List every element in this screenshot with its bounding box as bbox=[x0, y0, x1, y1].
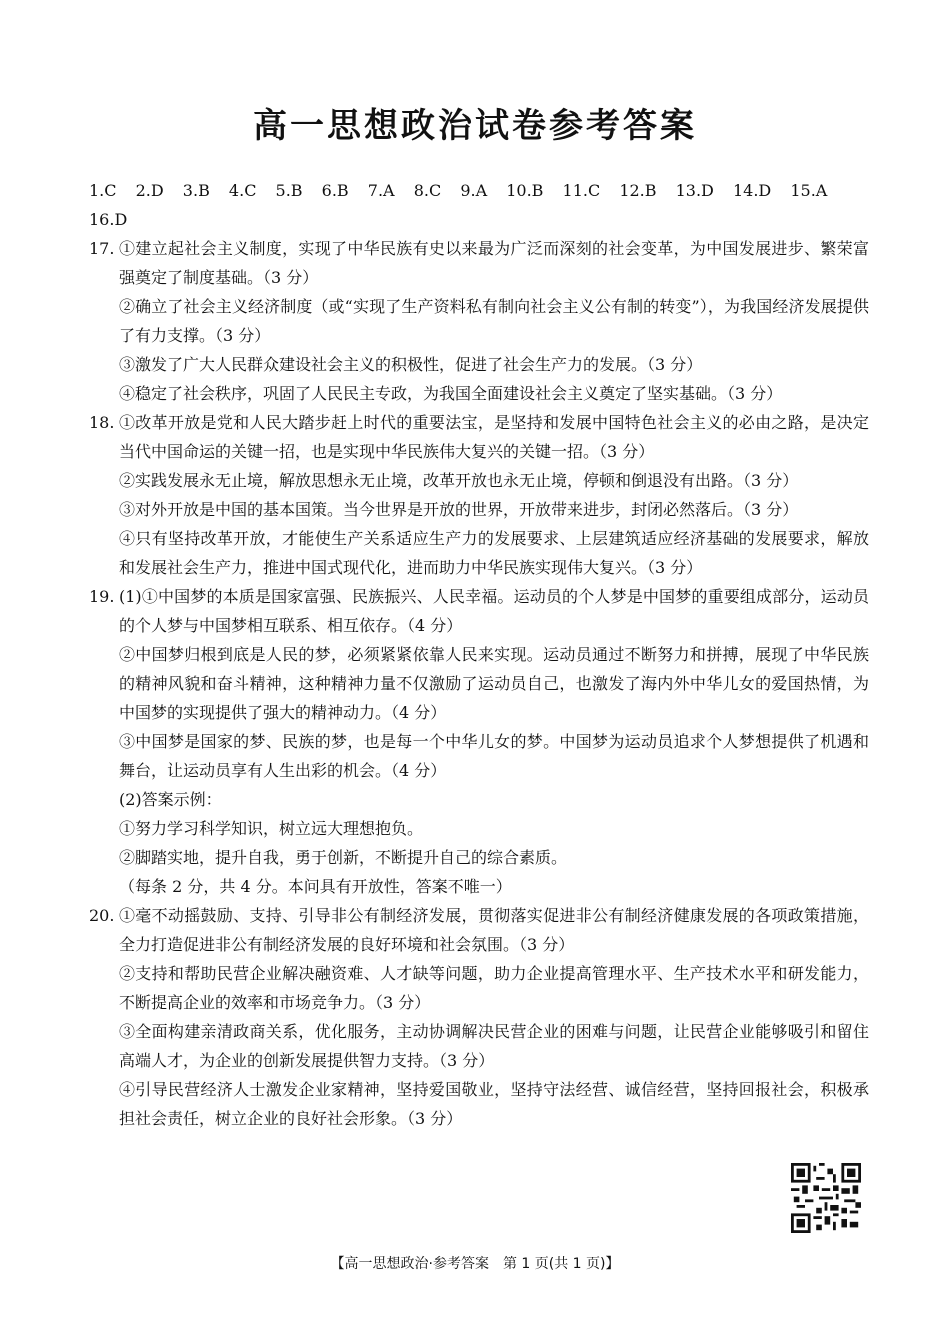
choice-answer: 2.D bbox=[135, 181, 164, 200]
qr-code-icon bbox=[791, 1163, 861, 1233]
choice-answers bbox=[89, 176, 869, 234]
answer-point: ③全面构建亲清政商关系，优化服务，主动协调解决民营企业的困难与问题，让民营企业能够吸引和留住高端人才，为企业的创新发展提供智力支持。（3 分） bbox=[119, 1022, 869, 1070]
answer-content bbox=[89, 176, 869, 1133]
answer-point: ③对外开放是中国的基本国策。当今世界是开放的世界，开放带来进步，封闭必然落后。（3 分） bbox=[119, 500, 799, 519]
question-20 bbox=[89, 901, 869, 1133]
answer-point: ③激发了广大人民群众建设社会主义的积极性，促进了社会生产力的发展。（3 分） bbox=[119, 355, 703, 374]
answer-point: ①建立起社会主义制度，实现了中华民族有史以来最为广泛而深刻的社会变革，为中国发展进步、繁荣富强奠定了制度基础。（3 分） bbox=[119, 239, 869, 287]
answer-point: ①毫不动摇鼓励、支持、引导非公有制经济发展，贯彻落实促进非公有制经济健康发展的各项政策措施，全力打造促进非公有制经济发展的良好环境和社会氛围。（3 分） bbox=[119, 906, 869, 954]
answer-point: ②中国梦归根到底是人民的梦，必须紧紧依靠人民来实现。运动员通过不断努力和拼搏，展现了中华民族的精神风貌和奋斗精神，这种精神力量不仅激励了运动员自己，也激发了海内外中华儿女的爱国热情，为中国梦的实现提供了强大的精神动力。（4 分） bbox=[119, 645, 869, 722]
choice-answer: 5.B bbox=[275, 181, 303, 200]
question-number: 20. bbox=[89, 906, 115, 925]
answer-point: ④引导民营经济人士激发企业家精神，坚持爱国敬业，坚持守法经营、诚信经营，坚持回报社会，积极承担社会责任，树立企业的良好社会形象。（3 分） bbox=[119, 1080, 869, 1128]
answer-point: ④只有坚持改革开放，才能使生产关系适应生产力的发展要求、上层建筑适应经济基础的发展要求，解放和发展社会生产力，推进中国式现代化，进而助力中华民族实现伟大复兴。（3 分） bbox=[119, 529, 869, 577]
answer-point: (1)①中国梦的本质是国家富强、民族振兴、人民幸福。运动员的个人梦是中国梦的重要组成部分，运动员的个人梦与中国梦相互联系、相互依存。（4 分） bbox=[119, 587, 869, 635]
question-18 bbox=[89, 408, 869, 582]
question-number: 19. bbox=[89, 587, 115, 606]
question-19 bbox=[89, 582, 869, 901]
choice-answer: 9.A bbox=[460, 181, 488, 200]
page-footer: 【高一思想政治·参考答案 第 1 页(共 1 页)】 bbox=[330, 1256, 620, 1272]
choice-answer: 10.B bbox=[506, 181, 544, 200]
choice-answer: 12.B bbox=[619, 181, 657, 200]
page-title: 高一思想政治试卷参考答案 bbox=[253, 106, 697, 146]
choice-answer: 6.B bbox=[321, 181, 349, 200]
choice-answer: 1.C bbox=[89, 181, 117, 200]
question-17 bbox=[89, 234, 869, 408]
answer-point: ④稳定了社会秩序，巩固了人民民主专政，为我国全面建设社会主义奠定了坚实基础。（3 分） bbox=[119, 384, 783, 403]
choice-answer: 15.A bbox=[790, 181, 828, 200]
choice-answer: 13.D bbox=[675, 181, 714, 200]
choice-answer: 7.A bbox=[367, 181, 395, 200]
answer-point: ②脚踏实地，提升自我，勇于创新，不断提升自己的综合素质。 bbox=[119, 848, 568, 867]
answer-point: ①努力学习科学知识，树立远大理想抱负。 bbox=[119, 819, 424, 838]
choice-answer: 14.D bbox=[732, 181, 772, 200]
answer-subheading: (2)答案示例： bbox=[119, 790, 222, 809]
answer-point: ③中国梦是国家的梦、民族的梦，也是每一个中华儿女的梦。中国梦为运动员追求个人梦想提供了机遇和舞台，让运动员享有人生出彩的机会。（4 分） bbox=[119, 732, 869, 780]
choice-answer: 4.C bbox=[228, 181, 257, 200]
answer-point: ②支持和帮助民营企业解决融资难、人才缺等问题，助力企业提高管理水平、生产技术水平和研发能力，不断提高企业的效率和市场竞争力。（3 分） bbox=[119, 964, 869, 1012]
question-number: 17. bbox=[89, 239, 115, 258]
choice-answer: 16.D bbox=[89, 210, 128, 229]
choice-answer: 11.C bbox=[562, 181, 601, 200]
choice-answer: 8.C bbox=[413, 181, 442, 200]
answer-point: ②实践发展永无止境，解放思想永无止境，改革开放也永无止境，停顿和倒退没有出路。（3 分） bbox=[119, 471, 799, 490]
choice-answer: 3.B bbox=[182, 181, 210, 200]
question-number: 18. bbox=[89, 413, 115, 432]
answer-point: ②确立了社会主义经济制度（或“实现了生产资料私有制向社会主义公有制的转变”），为我国经济发展提供了有力支撑。（3 分） bbox=[119, 297, 869, 345]
answer-point: ①改革开放是党和人民大踏步赶上时代的重要法宝，是坚持和发展中国特色社会主义的必由之路，是决定当代中国命运的关键一招，也是实现中华民族伟大复兴的关键一招。（3 分） bbox=[119, 413, 869, 461]
scoring-note: （每条 2 分，共 4 分。本问具有开放性，答案不唯一） bbox=[119, 877, 512, 896]
